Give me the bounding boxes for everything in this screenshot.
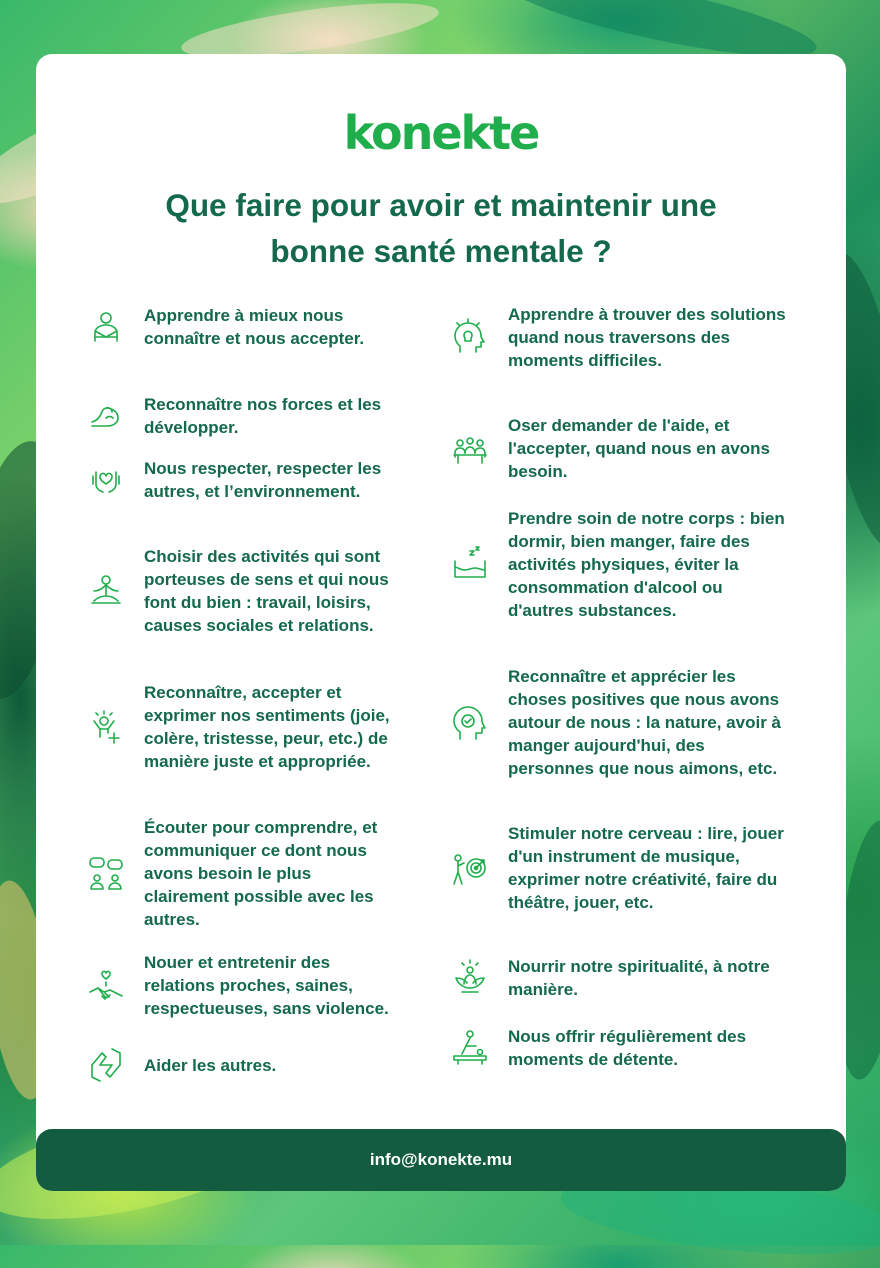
list-item-text: Écouter pour comprendre, et communiquer ce dont nous avons besoin le plus clairement possible avec les autres.: [144, 818, 378, 929]
lotus-icon: [450, 958, 490, 998]
footer-email-link[interactable]: info@konekte.mu: [369, 1150, 513, 1169]
list-item-text: Reconnaître, accepter et exprimer nos sentiments (joie, colère, tristesse, peur, etc.) de manière juste et appropriée.: [144, 683, 390, 771]
strength-arm-icon: [86, 396, 126, 436]
head-checkmark-icon: [450, 703, 490, 743]
list-item-text: Oser demander de l'aide, et l'accepter, quand nous en avons besoin.: [508, 416, 770, 481]
list-item: [86, 457, 394, 503]
list-item: [450, 955, 786, 1001]
self-hug-icon: [86, 307, 126, 347]
meditation-person-icon: [86, 571, 126, 611]
list-item: [450, 414, 786, 483]
list-item: [450, 303, 786, 372]
list-item-text: Choisir des activités qui sont porteuses de sens et qui nous font du bien : travail, loisirs, causes sociales et relations.: [144, 547, 389, 635]
list-item: [450, 665, 786, 780]
head-lightbulb-icon: [450, 318, 490, 358]
list-item: [86, 816, 394, 931]
massage-relax-icon: [450, 1028, 490, 1068]
sleep-bed-icon: [450, 545, 490, 585]
group-meeting-icon: [450, 429, 490, 469]
list-item: [450, 1025, 786, 1071]
konekte-logo: konekte: [343, 106, 539, 160]
title-line-1: Que faire pour avoir et maintenir une: [165, 187, 717, 223]
conversation-icon: [86, 854, 126, 894]
list-item-text: Reconnaître nos forces et les développer.: [144, 395, 382, 437]
list-item: [86, 681, 394, 773]
list-item-text: Nous offrir régulièrement des moments de détente.: [508, 1027, 747, 1069]
list-item: [450, 507, 786, 622]
list-item: [86, 1045, 394, 1085]
info-card: [36, 54, 846, 1191]
list-item-text: Prendre soin de notre corps : bien dormir, bien manger, faire des activités physiques, éviter la consommation d'alcool ou d'autres substances.: [508, 509, 785, 620]
hands-heart-icon: [86, 460, 126, 500]
list-item-text: Apprendre à trouver des solutions quand nous traversons des moments difficiles.: [508, 305, 786, 370]
list-item-text: Apprendre à mieux nous connaître et nous accepter.: [144, 306, 365, 348]
list-item-text: Reconnaître et apprécier les choses positives que nous avons autour de nous : la nature, avoir à manger aujourd'hui, des personnes que nous aimons, etc.: [508, 667, 781, 778]
target-person-icon: [450, 848, 490, 888]
list-item: [86, 951, 394, 1020]
handshake-heart-icon: [86, 966, 126, 1006]
page-title: [76, 182, 806, 274]
list-item: [86, 545, 394, 637]
list-item: [450, 822, 786, 914]
footer-bar: [36, 1129, 846, 1191]
list-item-text: Stimuler notre cerveau : lire, jouer d'un instrument de musique, exprimer notre créativité, faire du théâtre, jouer, etc.: [508, 824, 784, 912]
joyful-person-plus-icon: [86, 707, 126, 747]
list-item-text: Nourrir notre spiritualité, à notre manière.: [508, 957, 770, 999]
list-item: [86, 304, 394, 350]
list-item: [86, 393, 394, 439]
list-item-text: Nouer et entretenir des relations proches, saines, respectueuses, sans violence.: [144, 953, 389, 1018]
list-item-text: Nous respecter, respecter les autres, et l’environnement.: [144, 459, 382, 501]
helping-hands-icon: [86, 1045, 126, 1085]
title-line-2: bonne santé mentale ?: [270, 233, 612, 269]
list-item-text: Aider les autres.: [144, 1055, 277, 1075]
